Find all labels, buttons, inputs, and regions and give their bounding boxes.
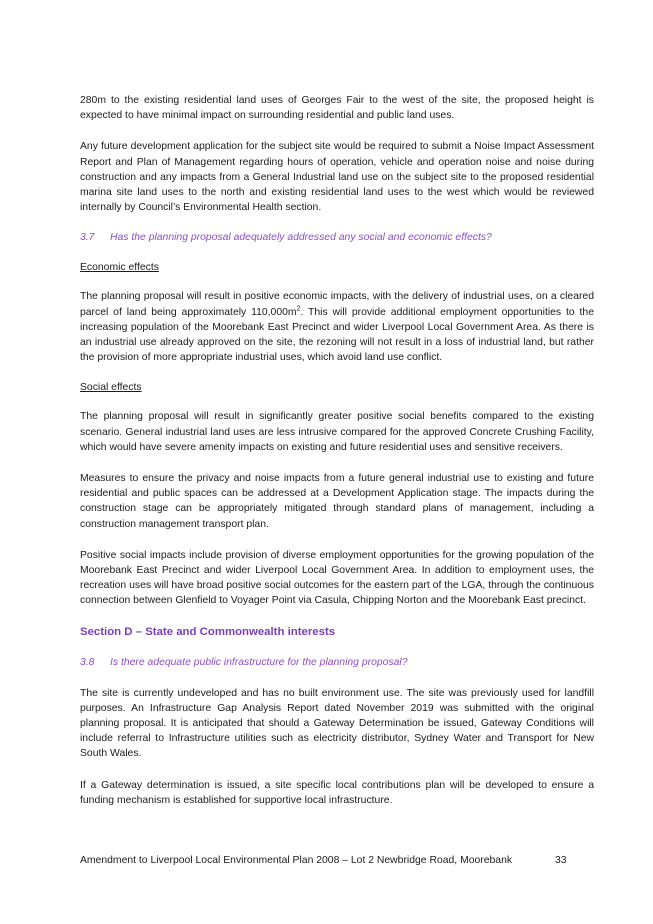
page-content — [80, 93, 594, 824]
economic-text-part1: The planning proposal will result in positive economic impacts, with the delivery of industrial uses, on a cleared parcel of land being approximately 110,000m — [80, 291, 594, 318]
paragraph-noise-assessment: Any future development application for the subject site would be required to submit a Noise Impact Assessment Report and Plan of Management regarding hours of operation, vehicle and operation noise and noise during construction and any impacts from a General Industrial land use on the subject site to the proposed residential marina site land uses to the north and existing residential land uses to the west which would be reviewed internally by Council’s Environmental Health section. — [80, 141, 594, 214]
question-number: 3.7 — [80, 232, 95, 244]
question-text: Is there adequate public infrastructure for the planning proposal? — [110, 656, 408, 668]
paragraph-social-benefits: The planning proposal will result in significantly greater positive social benefits compared to the existing scenario. General industrial land uses are less intrusive compared for the approved Concrete Crushing Facility, which would have severe amenity impacts on existing and future residential uses and sensitive receivers. — [80, 411, 594, 453]
economic-text-part2: . This will provide additional employment opportunities to the increasing population of the Moorebank East Precinct and wider Liverpool Local Government Area. As there is an industrial use already approved on the site, the rezoning will not result in a loss of industrial land, but rather the provision of more appropriate industrial uses, which avoid land use conflict. — [80, 306, 594, 364]
question-number: 3.8 — [80, 656, 95, 668]
economic-effects-heading: Economic effects — [80, 262, 159, 274]
section-d-heading: Section D – State and Commonwealth interests — [80, 625, 336, 638]
page-number: 33 — [555, 855, 567, 866]
paragraph-contributions-plan: If a Gateway determination is issued, a site specific local contributions plan will be developed to ensure a funding mechanism is established for supportive local infrastructure. — [80, 779, 594, 806]
question-3-7 — [80, 231, 594, 245]
paragraph-height-impact: 280m to the existing residential land uses of Georges Fair to the west of the site, the proposed height is expected to have minimal impact on surrounding residential and public land uses. — [80, 95, 594, 122]
paragraph-site-undeveloped: The site is currently undeveloped and has no built environment use. The site was previously used for landfill purposes. An Infrastructure Gap Analysis Report dated November 2019 was submitted with the original planning proposal. It is anticipated that should a Gateway Determination be issued, Gateway Conditions will include referral to Infrastructure utilities such as electricity distributor, Sydney Water and Transport for New South Wales. — [80, 687, 594, 760]
question-3-8 — [80, 656, 594, 670]
paragraph-privacy-noise: Measures to ensure the privacy and noise impacts from a future general industrial use to existing and future residential and public spaces can be addressed at a Development Application stage. The impacts during the construction stage can be appropriately mitigated through standard plans of management, including a construction management transport plan. — [80, 473, 594, 530]
superscript-2: 2 — [296, 305, 301, 313]
paragraph-positive-social-impacts: Positive social impacts include provision of diverse employment opportunities for the growing population of the Moorebank East Precinct and wider Liverpool Local Government Area. In addition to employment uses, the recreation uses will have broad positive social outcomes for the eastern part of the LGA, through the continuous connection between Glenfield to Voyager Point via Casula, Chipping Norton and the Moorebank East precinct. — [80, 549, 594, 607]
paragraph-economic-effects — [80, 289, 594, 365]
question-text: Has the planning proposal adequately addressed any social and economic effects? — [110, 232, 492, 244]
footer-title: Amendment to Liverpool Local Environmental Plan 2008 – Lot 2 Newbridge Road, Moorebank — [80, 855, 513, 866]
social-effects-heading: Social effects — [80, 382, 142, 394]
